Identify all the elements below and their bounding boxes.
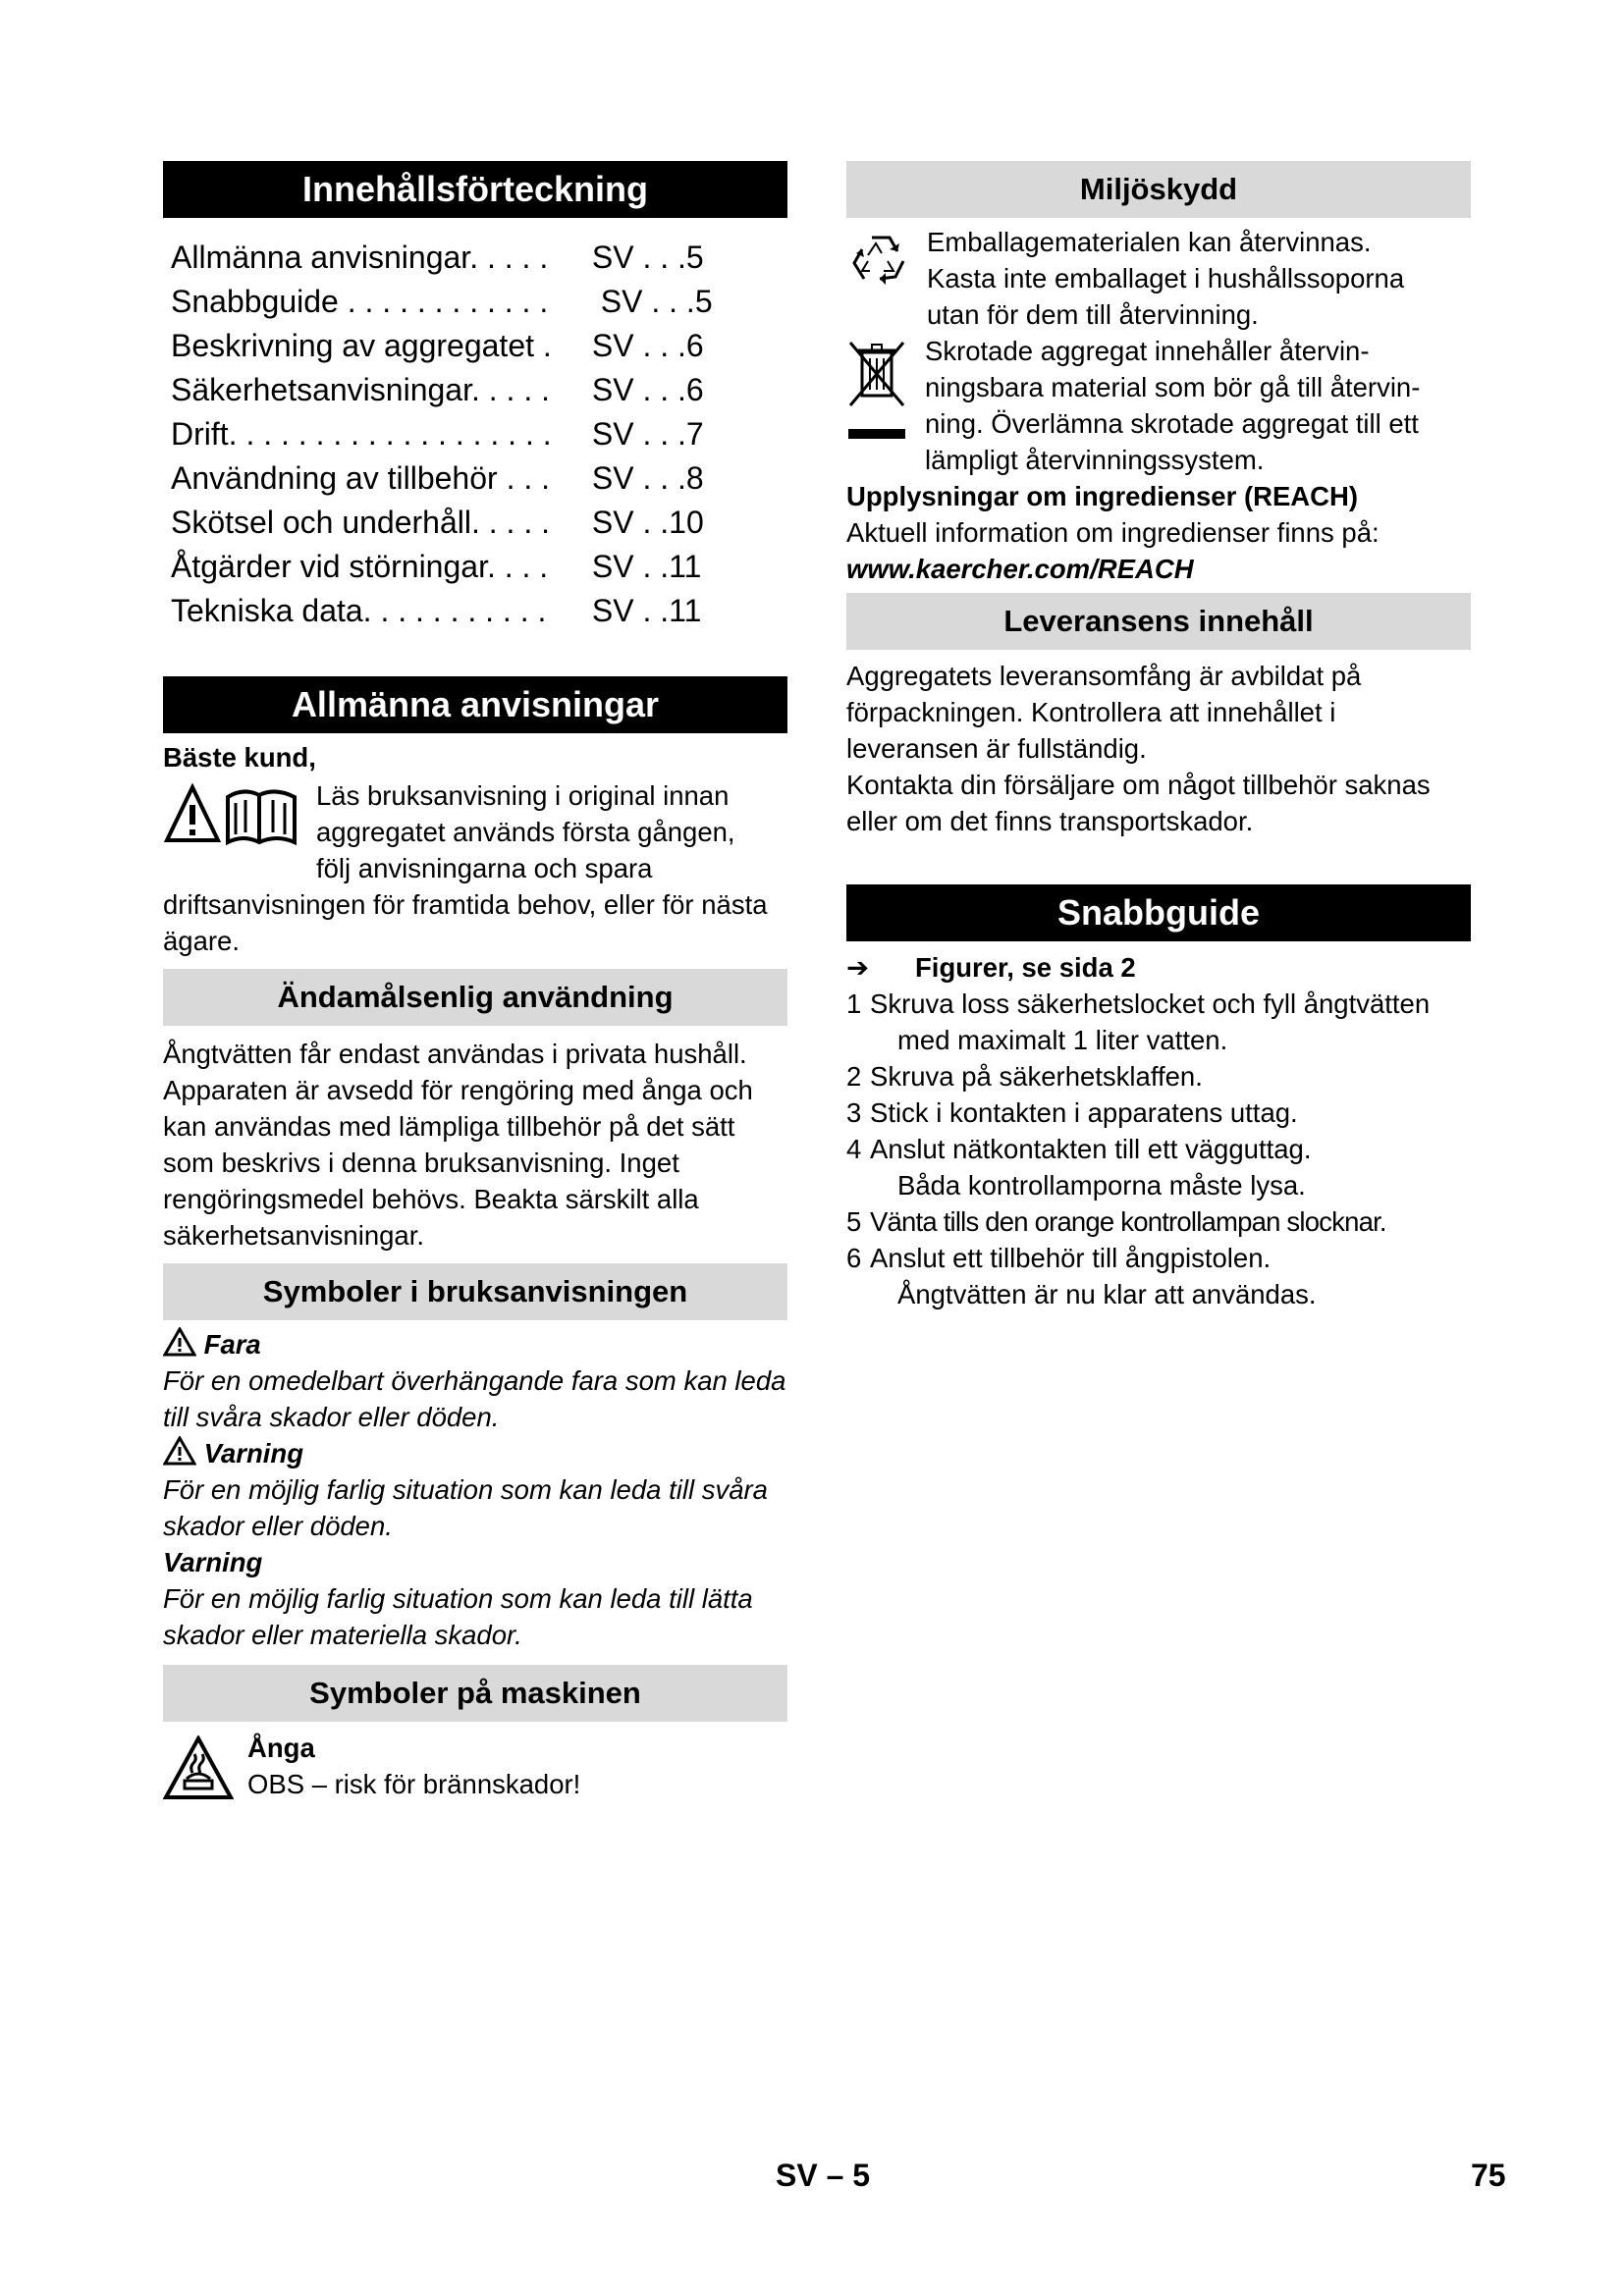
warning-text: För en möjlig farlig situation som kan leda till svåra skador eller döden. xyxy=(163,1474,768,1541)
footer-section-label: SV – 5 xyxy=(776,2158,871,2193)
general-instructions-title: Allmänna anvisningar xyxy=(163,676,787,733)
read-manual-paragraph: Läs bruksanvisning i original innan aggregatet används första gången, följ anvisningarna och spara driftsanvisningen för framtida behov, eller för nästa ägare. xyxy=(163,780,768,956)
delivery-scope-text: Aggregatets leveransomfång är avbildat på förpackningen. Kontrollera att innehållet i leveransen är fullständig. xyxy=(846,661,1362,764)
recycling-icon xyxy=(846,228,915,301)
list-item-note: Båda kontrollamporna måste lysa. xyxy=(897,1170,1306,1201)
list-item: 3 Stick i kontakten i apparatens uttag. xyxy=(846,1097,1298,1128)
toc-entry[interactable]: Allmänna anvisningar. . . . . SV . . .5 xyxy=(171,240,704,275)
warning-book-icon xyxy=(163,783,302,855)
crossed-bin-icon xyxy=(846,337,907,454)
caution-label: Varning xyxy=(163,1547,263,1577)
delivery-scope-title: Leveransens innehåll xyxy=(846,593,1471,650)
steam-label: Ånga xyxy=(247,1733,315,1763)
list-item: 1 Skruva loss säkerhetslocket och fyll ångtvätten med maximalt 1 liter vatten. xyxy=(846,988,1431,1055)
scrap-paragraph: Skrotade aggregat innehåller återvin- ningsbara material som bör gå till återvin- ning. Överlämna skrotade aggregat till ett lämpligt återvinningssystem. xyxy=(846,333,1471,478)
figures-reference: ➔ Figurer, se sida 2 xyxy=(846,949,1471,986)
greeting: Bäste kund, xyxy=(163,742,316,773)
toc-entry[interactable]: Skötsel och underhåll. . . . . SV . .10 xyxy=(171,505,704,540)
steam-symbol-block xyxy=(163,1730,787,1802)
toc-entry[interactable]: Användning av tillbehör . . . SV . . .8 xyxy=(171,460,704,496)
danger-symbol-block xyxy=(163,1326,787,1362)
toc-title: Innehållsförteckning xyxy=(163,161,787,218)
toc-entry[interactable]: Drift. . . . . . . . . . . . . . . . . . . SV . . .7 xyxy=(171,416,704,452)
intended-use-text: Ångtvätten får endast användas i privata hushåll. Apparaten är avsedd för rengöring med ånga och kan användas med lämpliga tillbehör på det sätt som beskrivs i denna bruksanvisning. Inget rengöringsmedel behövs. Beakta särskilt alla säkerhetsanvisningar. xyxy=(163,1039,753,1251)
toc-entry[interactable]: Beskrivning av aggregatet . SV . . .6 xyxy=(171,328,704,363)
delivery-contact-text: Kontakta din försäljare om något tillbehör saknas eller om det finns transportskador. xyxy=(846,770,1431,836)
packaging-paragraph: Emballagematerialen kan återvinnas. Kasta inte emballaget i hushållssoporna utan för dem till återvinning. xyxy=(846,224,1471,333)
danger-label: Fara xyxy=(203,1329,261,1360)
arrow-right-icon: ➔ xyxy=(846,952,870,983)
warning-symbol-block xyxy=(163,1435,787,1471)
toc-entry[interactable]: Säkerhetsanvisningar. . . . . SV . . .6 xyxy=(171,372,704,407)
list-item: 4 Anslut nätkontakten till ett vägguttag. xyxy=(846,1134,1312,1164)
symbols-manual-title: Symboler i bruksanvisningen xyxy=(163,1263,787,1320)
warning-triangle-icon xyxy=(163,1329,204,1360)
list-item: 2 Skruva på säkerhetsklaffen. xyxy=(846,1061,1203,1092)
symbols-machine-title: Symboler på maskinen xyxy=(163,1665,787,1722)
quickguide-title: Snabbguide xyxy=(846,884,1471,941)
hot-steam-warning-icon xyxy=(163,1735,234,1809)
toc-entry[interactable]: Åtgärder vid störningar. . . . SV . .11 xyxy=(171,549,702,584)
toc-list xyxy=(171,236,787,633)
page-number: 75 xyxy=(1471,2158,1506,2193)
reach-text: Aktuell information om ingredienser finns på: xyxy=(846,517,1380,548)
reach-heading: Upplysningar om ingredienser (REACH) xyxy=(846,481,1359,511)
toc-entry[interactable]: Tekniska data. . . . . . . . . . . SV . .11 xyxy=(171,593,702,628)
list-item: 6 Anslut ett tillbehör till ångpistolen. xyxy=(846,1243,1272,1273)
left-column xyxy=(163,161,787,1809)
steam-text: OBS – risk för brännskador! xyxy=(247,1769,581,1799)
reach-link[interactable]: www.kaercher.com/REACH xyxy=(846,554,1194,584)
warning-triangle-icon xyxy=(163,1438,204,1468)
right-column xyxy=(846,161,1471,1312)
warning-label: Varning xyxy=(203,1438,303,1468)
list-item: 5 Vänta tills den orange kontrollampan slocknar. xyxy=(846,1206,1386,1237)
list-item-note: Ångtvätten är nu klar att användas. xyxy=(897,1279,1317,1309)
danger-text: För en omedelbart överhängande fara som kan leda till svåra skador eller döden. xyxy=(163,1365,786,1432)
toc-entry[interactable]: Snabbguide . . . . . . . . . . . . SV . . .5 xyxy=(171,284,713,319)
caution-text: För en möjlig farlig situation som kan leda till lätta skador eller materiella skador. xyxy=(163,1583,753,1650)
intended-use-title: Ändamålsenlig användning xyxy=(163,969,787,1026)
environment-title: Miljöskydd xyxy=(846,161,1471,218)
